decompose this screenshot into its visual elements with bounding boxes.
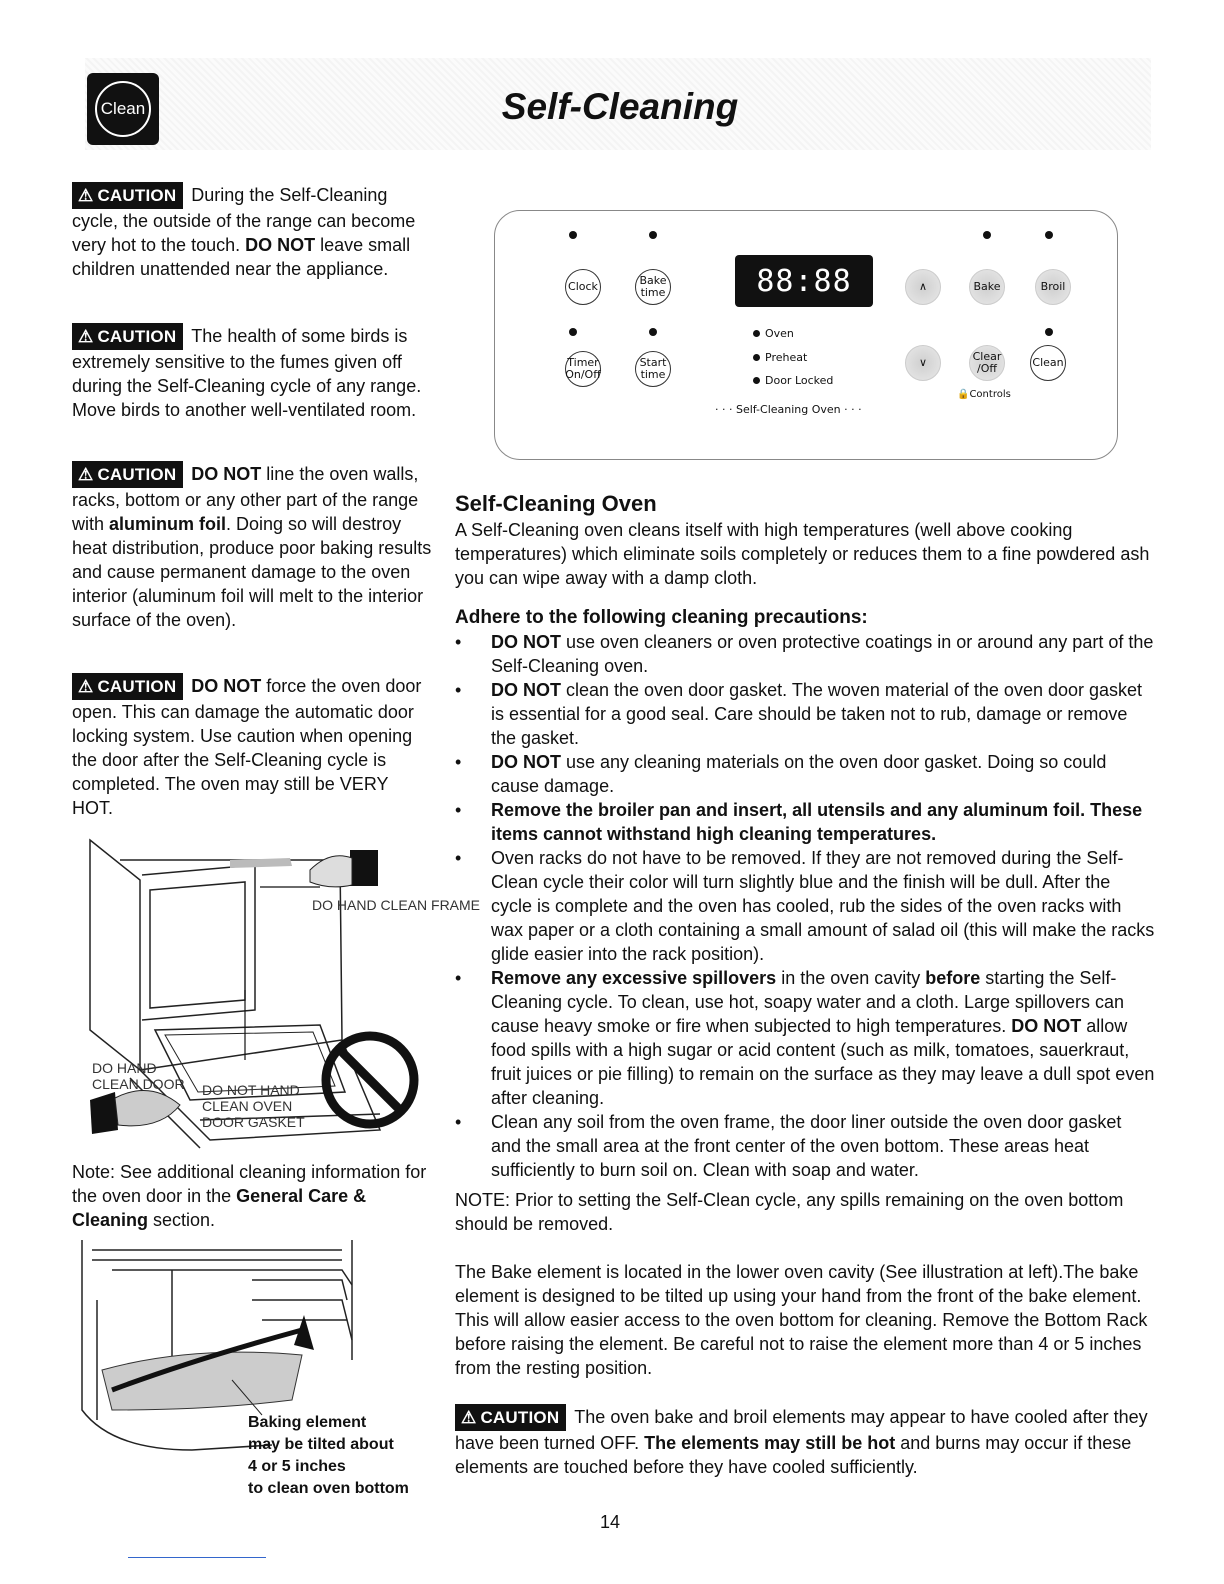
start-time-button[interactable]: Start time	[635, 351, 671, 387]
caution-1: ⚠ CAUTION During the Self-Cleaning cycle, the outside of the range can become very hot to the touch. DO NOT leave small children unattended near the appliance.	[72, 182, 432, 281]
warning-icon: ⚠	[78, 677, 94, 696]
bake-element-paragraph: The Bake element is located in the lower oven cavity (See illustration at left).The bake element is designed to be tilted up using your hand from the front of the bake element. This will allow easier access to the oven bottom for cleaning. Remove the Bottom Rack before raising the element. Be careful not to raise the element more than 4 or 5 inches from the resting position.	[455, 1262, 1148, 1378]
footer-rule	[128, 1557, 266, 1558]
door-care-note: Note: See additional cleaning information for the oven door in the General Care & Cleaning section.	[72, 1162, 427, 1230]
list-item: • DO NOT use any cleaning materials on the oven door gasket. Doing so could cause damage.	[455, 750, 1155, 798]
label-hand-clean-frame: DO HAND CLEAN FRAME	[312, 897, 481, 913]
list-item: • Remove the broiler pan and insert, all utensils and any aluminum foil. These items cannot withstand high cleaning temperatures.	[455, 798, 1155, 846]
indicator-door-locked: Door Locked	[753, 374, 833, 387]
broil-button[interactable]: Broil	[1035, 269, 1071, 305]
caution-badge: ⚠ CAUTION	[72, 673, 183, 700]
caution-3: ⚠ CAUTION DO NOT line the oven walls, racks, bottom or any other part of the range with aluminum foil. Doing so will destroy heat distribution, produce poor baking results and cause permanent damage to the oven interior (aluminum foil will melt to the interior surface of the oven).	[72, 461, 432, 632]
caution-badge: ⚠ CAUTION	[72, 461, 183, 488]
bake-time-button[interactable]: Bake time	[635, 269, 671, 305]
warning-icon: ⚠	[78, 465, 94, 484]
precautions-heading: Adhere to the following cleaning precautions:	[455, 607, 868, 628]
caution-5: ⚠ CAUTION The oven bake and broil elements may appear to have cooled after they have been turned OFF. The elements may still be hot and burns may occur if these elements are touched before they have cooled sufficiently.	[455, 1404, 1155, 1479]
bake-element-caption: Baking element may be tilted about 4 or 5 inches to clean oven bottom	[248, 1414, 409, 1497]
list-item: • DO NOT clean the oven door gasket. The woven material of the oven door gasket is essential for a good seal. Care should be taken not to rub, damage or remove the gasket.	[455, 678, 1155, 750]
clock-display: 88:88	[735, 255, 873, 307]
precautions-list	[455, 630, 1155, 1182]
self-clean-oven-label: · · · Self-Cleaning Oven · · ·	[715, 403, 862, 416]
spills-note: NOTE: Prior to setting the Self-Clean cycle, any spills remaining on the oven bottom should be removed.	[455, 1190, 1124, 1234]
list-item: • DO NOT use oven cleaners or oven protective coatings in or around any part of the Self-Cleaning oven.	[455, 630, 1155, 678]
warning-icon: ⚠	[78, 327, 94, 346]
down-arrow-button[interactable]: ∨	[905, 345, 941, 381]
clean-icon	[87, 73, 159, 145]
page-title: Self-Cleaning	[501, 86, 739, 127]
list-item: • Remove any excessive spillovers in the oven cavity before starting the Self-Cleaning cycle. To clean, use hot, soapy water and a cloth. Large spillovers can cause heavy smoke or fire when subjected to high temperatures. DO NOT allow food spills with a high sugar or acid content (such as milk, tomatoes, sauerkraut, fruit juices or pie filling) to remain on the surface as they may leave a dull spot even after cleaning.	[455, 966, 1155, 1110]
list-item: • Clean any soil from the oven frame, the door liner outside the oven door gasket and the small area at the front center of the oven bottom. These areas heat sufficiently to burn soil on. Clean with soap and water.	[455, 1110, 1155, 1182]
control-panel	[494, 210, 1118, 460]
page-number: 14	[600, 1512, 621, 1532]
clear-off-button[interactable]: Clear /Off	[969, 345, 1005, 381]
bake-button[interactable]: Bake	[969, 269, 1005, 305]
clean-icon-label: Clean	[95, 81, 151, 137]
section-heading: Self-Cleaning Oven	[455, 491, 657, 516]
caution-badge: ⚠ CAUTION	[455, 1404, 566, 1431]
intro-paragraph: A Self-Cleaning oven cleans itself with high temperatures (well above cooking temperatures) which eliminate soils completely or reduces them to a fine powdered ash you can wipe away with a damp cloth.	[455, 520, 1150, 588]
clean-button[interactable]: Clean	[1030, 345, 1066, 381]
warning-icon: ⚠	[78, 186, 94, 205]
label-no-clean-gasket: DO NOT HAND CLEAN OVEN DOOR GASKET	[202, 1082, 305, 1130]
lock-icon: 🔒	[957, 389, 970, 400]
warning-icon: ⚠	[461, 1408, 477, 1427]
label-hand-clean-door: DO HAND CLEAN DOOR	[92, 1060, 185, 1092]
clock-button[interactable]: Clock	[565, 269, 601, 305]
caution-badge: ⚠ CAUTION	[72, 182, 183, 209]
up-arrow-button[interactable]: ∧	[905, 269, 941, 305]
caution-badge: ⚠ CAUTION	[72, 323, 183, 350]
indicator-preheat: Preheat	[753, 351, 807, 364]
timer-button[interactable]: Timer On/Off	[565, 351, 601, 387]
controls-lock-label: 🔒Controls	[957, 389, 1011, 400]
list-item: • Oven racks do not have to be removed. If they are not removed during the Self-Clean cycle their color will turn slightly blue and the finish will be dull. After the cycle is complete and the oven has cooled, rub the sides of the oven racks with wax paper or a cloth containing a small amount of salad oil (this will make the racks glide easier into the rack position).	[455, 846, 1155, 966]
indicator-oven: Oven	[753, 327, 794, 340]
caution-2: ⚠ CAUTION The health of some birds is extremely sensitive to the fumes given off during the Self-Cleaning cycle of any range. Move birds to another well-ventilated room.	[72, 323, 432, 422]
main-content	[455, 492, 1155, 1479]
caution-4: ⚠ CAUTION DO NOT force the oven door open. This can damage the automatic door locking system. Use caution when opening the door after the Self-Cleaning cycle is completed. The oven may still be VERY HOT.	[72, 673, 432, 820]
